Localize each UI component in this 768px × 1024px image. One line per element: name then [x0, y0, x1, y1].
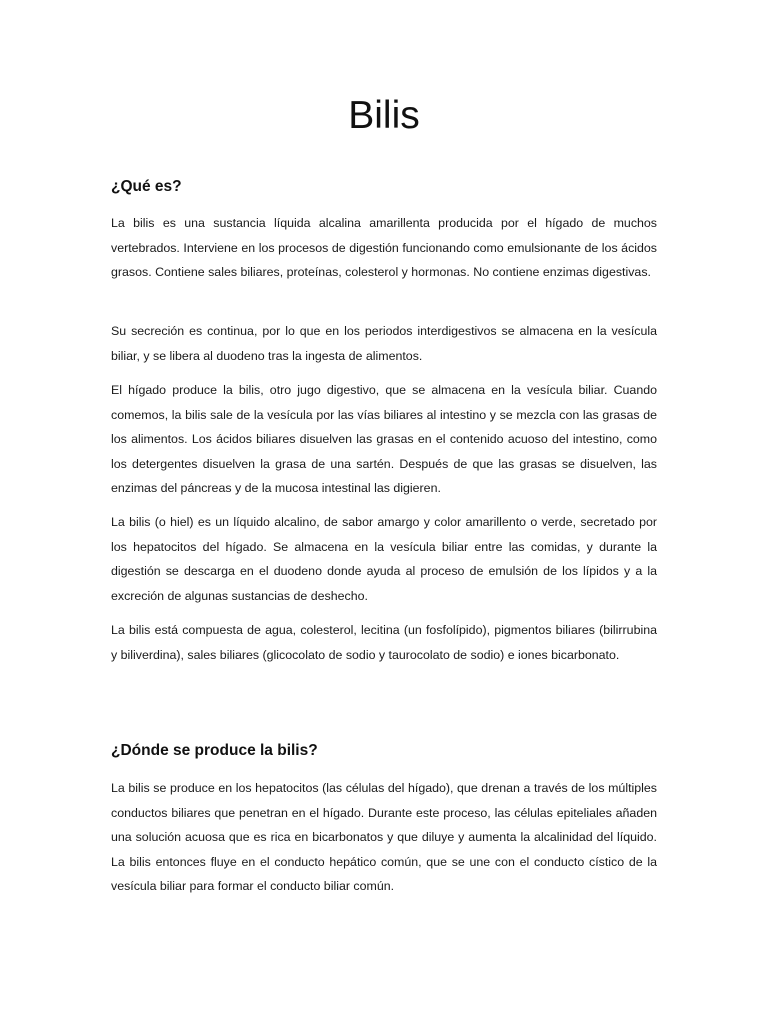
paragraph: El hígado produce la bilis, otro jugo digestivo, que se almacena en la vesícula biliar. Cuando comemos, la bilis sale de la vesícula por las vías biliares al intestino y se mezcla con las grasas de los alimentos. Los ácidos biliares disuelven las grasas en el contenido acuoso del intestino, como los detergentes disuelven la grasa de una sartén. Después de que las grasas se disuelven, las enzimas del páncreas y de la mucosa intestinal las digieren.: [111, 383, 657, 496]
section-heading-que-es: ¿Qué es?: [111, 178, 182, 195]
document-title: Bilis: [348, 94, 420, 137]
paragraph: La bilis (o hiel) es un líquido alcalino, de sabor amargo y color amarillento o verde, secretado por los hepatocitos del hígado. Se almacena en la vesícula biliar entre las comidas, y durante la digestión se descarga en el duodeno donde ayuda al proceso de emulsión de los lípidos y a la excreción de algunas sustancias de deshecho.: [111, 515, 657, 603]
paragraph: La bilis está compuesta de agua, colesterol, lecitina (un fosfolípido), pigmentos biliares (bilirrubina y biliverdina), sales biliares (glicocolato de sodio y taurocolato de sodio) e iones bicarbonato.: [111, 623, 657, 662]
paragraph: La bilis se produce en los hepatocitos (las células del hígado), que drenan a través de los múltiples conductos biliares que penetran en el hígado. Durante este proceso, las células epiteliales añaden una solución acuosa que es rica en bicarbonatos y que diluye y aumenta la alcalinidad del líquido. La bilis entonces fluye en el conducto hepático común, que se une con el conducto cístico de la vesícula biliar para formar el conducto biliar común.: [111, 781, 657, 894]
paragraph: Su secreción es continua, por lo que en los periodos interdigestivos se almacena en la vesícula biliar, y se libera al duodeno tras la ingesta de alimentos.: [111, 324, 657, 363]
section-heading-donde-se-produce: ¿Dónde se produce la bilis?: [111, 742, 318, 759]
paragraph: La bilis es una sustancia líquida alcalina amarillenta producida por el hígado de muchos vertebrados. Interviene en los procesos de digestión funcionando como emulsionante de los ácidos grasos. Contiene sales biliares, proteínas, colesterol y hormonas. No contiene enzimas digestivas.: [111, 216, 657, 280]
